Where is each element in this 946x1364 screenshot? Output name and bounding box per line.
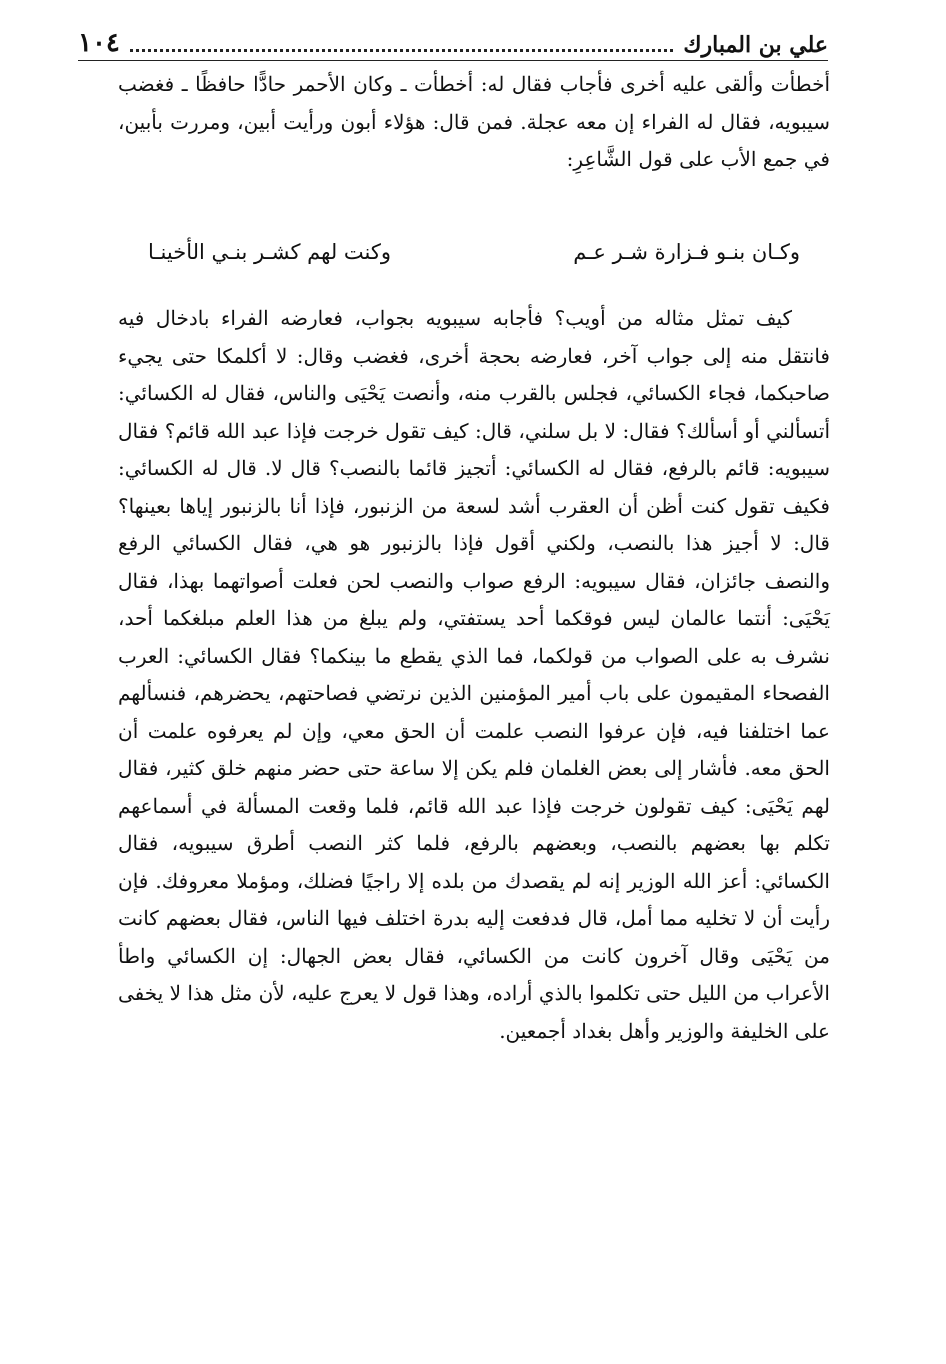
page-number: ١٠٤	[78, 28, 120, 58]
running-title: علي بن المبارك	[683, 32, 828, 58]
page-header	[78, 22, 828, 61]
paragraph-1: أخطأت وألقى عليه أخرى فأجاب فقال له: أخطأت ـ وكان الأحمر حادًّا حافظًا ـ فغضب سيبويه، فقال له الفراء إن معه عجلة. فمن قال: هؤلاء أبون ورأيت أبين، ومررت بأبين، في جمع الأب على قول الشَّاعِرِ:	[118, 72, 831, 171]
verse-first-hemistich: وكـان بنـو فـزارة شـر عـم	[573, 240, 800, 264]
poetry-verse	[118, 232, 830, 272]
paragraph-2: كيف تمثل مثاله من أويب؟ فأجابه سيبويه بجواب، فعارضه الفراء بادخال فيه فانتقل منه إلى جواب آخر، فعارضه بحجة أخرى، فغضب وقال: لا أكلمكا حتى يجيء صاحبكما، فجاء الكسائي، فجلس بالقرب منه، وأنصت يَحْيَى والناس، فقال له الكسائي: أتسألني أو أسألك؟ فقال: لا بل سلني، قال: كيف تقول خرجت فإذا عبد الله قائم؟ فقال سيبويه: قائم بالرفع، فقال له الكسائي: أتجيز قائما بالنصب؟ قال لا. قال له الكسائي: فكيف تقول كنت أظن أن العقرب أشد لسعة من الزنبور، فإذا أنا بالزنبور إياها بعينها؟ قال: لا أجيز هذا بالنصب، ولكني أقول فإذا بالزنبور هو هي، فقال الكسائي الرفع والنصف جائزان، فقال سيبويه: الرفع صواب والنصب لحن فعلت أصواتهما بهذا، فقال يَحْيَى: أنتما عالمان ليس فوقكما أحد يستفتي، ولم يبلغ من هذا العلم مبلغكما أحد، نشرف به على الصواب من قولكما، فما الذي يقطع ما بينكما؟ فقال الكسائي: العرب الفصحاء المقيمون على باب أمير المؤمنين الذين نرتضي فصاحتهم، يحضرهم، فنسألهم عما اختلفنا فيه، فإن عرفوا النصب علمت أن الحق معي، وإن لم يعرفوه علمت أن الحق معه. فأشار إلى بعض الغلمان فلم يكن إلا ساعة حتى حضر منهم خلق كثير، فقال لهم يَحْيَى: كيف تقولون خرجت فإذا عبد الله قائم، فلما وقعت المسألة في أسماعهم تكلم بها بعضهم بالنصب، وبعضهم بالرفع، فلما كثر النصب أطرق سيبويه، فقال الكسائي: أعز الله الوزير إنه لم يقصدك من بلده إلا راجيًا فضلك، ومؤملا معروفك. فإن رأيت أن لا تخليه مما أمل، قال فدفعت إليه بدرة اختلف فيها الناس، فقال بعضهم كانت من يَحْيَى وقال آخرون كانت من الكسائي، فقال بعض الجهال: إن الكسائي واطأ الأعراب من الليل حتى تكلموا بالذي أراده، وهذا قول لا يعرج عليه، لأن مثل هذا لا يخفى على الخليفة والوزير وأهل بغداد أجمعين.	[118, 306, 830, 1043]
header-dotted-leader	[130, 49, 674, 52]
verse-second-hemistich: وكنت لهم كشـر بنـي الأخينـا	[148, 240, 391, 264]
